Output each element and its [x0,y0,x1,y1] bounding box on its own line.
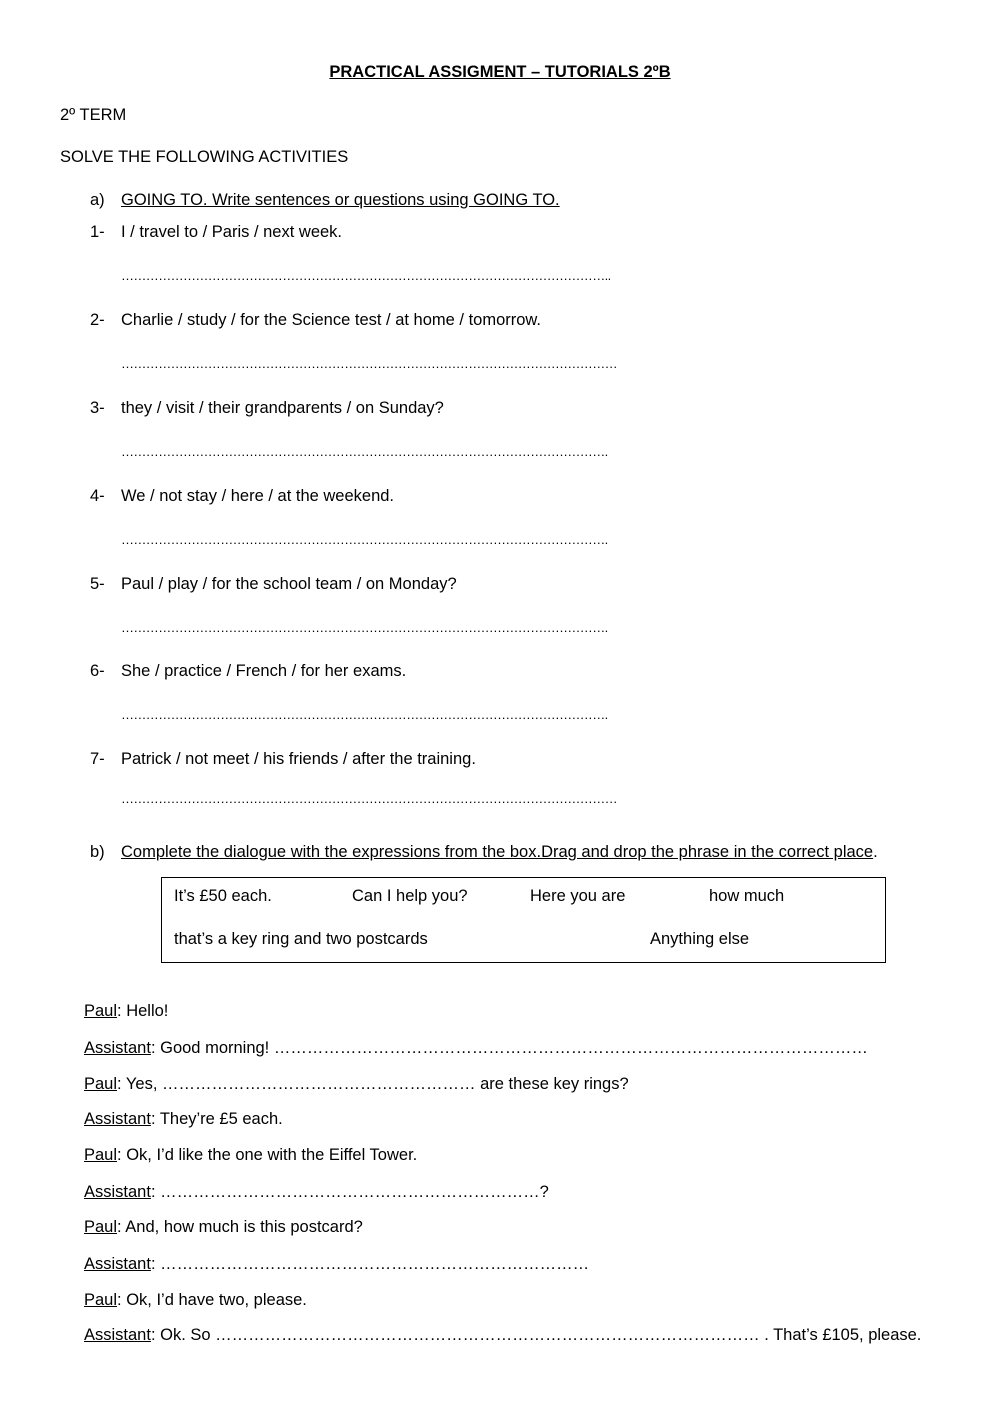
section-b-letter: b) [90,843,105,861]
speaker-name: Paul [84,1146,118,1164]
speaker-name: Assistant [84,1110,151,1128]
section-a-heading: GOING TO. Write sentences or questions using GOING TO. [121,191,560,209]
instructions: SOLVE THE FOLLOWING ACTIVITIES [60,148,349,166]
dialogue-line [84,1290,307,1310]
speaker-name: Assistant [84,1255,151,1273]
section-a-letter: a) [90,191,105,209]
phrase-chip[interactable]: Can I help you? [352,887,468,905]
answer-line[interactable]: ………………………………………………………………………………………………………. [121,620,608,635]
section-b-heading-wrap [121,842,878,862]
phrase-chip[interactable]: It’s £50 each. [174,887,272,905]
answer-line[interactable]: ……………………………………………………………………………………………………….. [121,268,611,283]
speaker-name: Paul [84,1075,118,1093]
speaker-name: Assistant [84,1183,151,1201]
item-prompt: We / not stay / here / at the weekend. [121,487,395,505]
dialogue-text: : Ok, I’d like the one with the Eiffel Tower. [117,1146,418,1164]
dialogue-line [84,1109,283,1129]
answer-line[interactable]: ………………………………………………………………………………………………………. [121,444,608,459]
phrase-chip[interactable]: that’s a key ring and two postcards [174,930,428,948]
item-prompt: Charlie / study / for the Science test / at home / tomorrow. [121,311,542,329]
speaker-name: Assistant [84,1326,151,1344]
dialogue-line[interactable] [84,1254,589,1274]
page-title: PRACTICAL ASSIGMENT – TUTORIALS 2ºB [329,63,671,81]
answer-line[interactable]: ………………………………………………………………………………………………………… [121,791,618,806]
item-number: 2- [90,311,105,329]
item-prompt: they / visit / their grandparents / on Sunday? [121,399,444,417]
dialogue-text: : Yes, ………………………………………………… are these key rings? [117,1075,629,1093]
dialogue-line[interactable] [84,1325,921,1345]
dialogue-text: : And, how much is this postcard? [117,1218,363,1236]
section-b-heading-end: . [873,843,878,861]
dialogue-line [84,1001,168,1021]
dialogue-line [84,1217,363,1237]
answer-line[interactable]: ………………………………………………………………………………………………………. [121,532,608,547]
phrase-chip[interactable]: Anything else [650,930,750,948]
item-prompt: Paul / play / for the school team / on Monday? [121,575,457,593]
item-number: 3- [90,399,105,417]
dialogue-text: : Hello! [117,1002,169,1020]
phrase-chip[interactable]: Here you are [530,887,626,905]
dialogue-text: : Ok. So ……………………………………………………………………………………… . That’s £105, please. [150,1326,922,1344]
answer-line[interactable]: ………………………………………………………………………………………………………. [121,707,608,722]
item-prompt: Patrick / not meet / his friends / after the training. [121,750,476,768]
item-number: 1- [90,223,105,241]
item-number: 4- [90,487,105,505]
answer-line[interactable]: ………………………………………………………………………………………………………… [121,356,618,371]
dialogue-text: : Good morning! ……………………………………………………………………………………………… [150,1039,868,1057]
term-label: 2º TERM [60,106,127,124]
item-number: 7- [90,750,105,768]
dialogue-text: : …………………………………………………………………… [150,1255,590,1273]
item-number: 5- [90,575,105,593]
dialogue-line [84,1145,417,1165]
section-b-heading: Complete the dialogue with the expressions from the box.Drag and drop the phrase in the correct place [121,843,874,861]
dialogue-text: : They’re £5 each. [150,1110,283,1128]
speaker-name: Assistant [84,1039,151,1057]
dialogue-line[interactable] [84,1074,629,1094]
dialogue-line[interactable] [84,1182,549,1202]
item-prompt: I / travel to / Paris / next week. [121,223,343,241]
speaker-name: Paul [84,1002,118,1020]
dialogue-line[interactable] [84,1038,868,1058]
speaker-name: Paul [84,1218,118,1236]
phrase-chip[interactable]: how much [709,887,785,905]
speaker-name: Paul [84,1291,118,1309]
dialogue-text: : Ok, I’d have two, please. [117,1291,307,1309]
item-number: 6- [90,662,105,680]
item-prompt: She / practice / French / for her exams. [121,662,407,680]
dialogue-text: : ……………………………………………………………? [150,1183,549,1201]
